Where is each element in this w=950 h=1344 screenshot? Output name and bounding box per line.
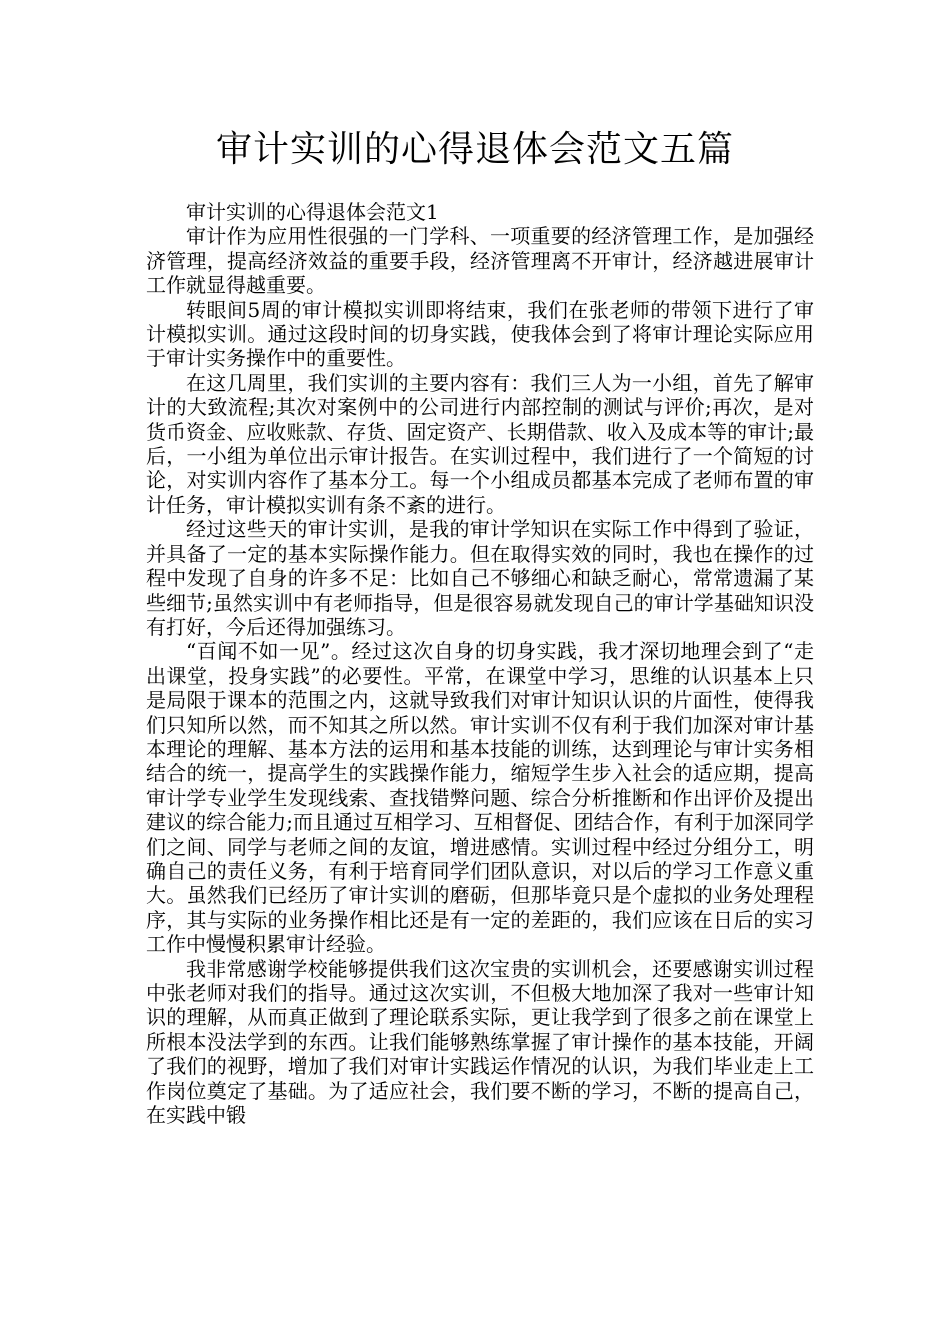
body-paragraph: “百闻不如一见”。经过这次自身的切身实践，我才深切地理会到了“走出课堂，投身实践”的必要性。平常，在课堂中学习，思维的认识基本上只是局限于课本的范围之内，这就导致我们对审计知识认识的片面性，使得我们只知所以然，而不知其之所以然。审计实训不仅有利于我们加深对审计基本理论的理解、基本方法的运用和基本技能的训练，达到理论与审计实务相结合的统一，提高学生的实践操作能力，缩短学生步入社会的适应期，提高审计学专业学生发现线索、查找错弊问题、综合分析推断和作出评价及提出建议的综合能力;而且通过互相学习、互相督促、团结合作，有利于加深同学们之间、同学与老师之间的友谊，增进感情。实训过程中经过分组分工，明确自己的责任义务，有利于培育同学们团队意识，对以后的学习工作意义重大。虽然我们已经历了审计实训的磨砺，但那毕竟只是个虚拟的业务处理程序，其与实际的业务操作相比还是有一定的差距的，我们应该在日后的实习工作中慢慢积累审计经验。 [146,639,814,957]
body-paragraph: 我非常感谢学校能够提供我们这次宝贵的实训机会，还要感谢实训过程中张老师对我们的指导。通过这次实训，不但极大地加深了我对一些审计知识的理解，从而真正做到了理论联系实际，更让我学到了很多之前在课堂上所根本没法学到的东西。让我们能够熟练掌握了审计操作的基本技能，开阔了我们的视野，增加了我们对审计实践运作情况的认识，为我们毕业走上工作岗位奠定了基础。为了适应社会，我们要不断的学习，不断的提高自己，在实践中锻 [146,956,814,1128]
document-body [146,200,814,1127]
body-paragraph: 审计作为应用性很强的一门学科、一项重要的经济管理工作，是加强经济管理，提高经济效益的重要手段，经济管理离不开审计，经济越进展审计工作就显得越重要。 [146,224,814,298]
section-heading: 审计实训的心得退体会范文1 [186,200,439,224]
document-title: 审计实训的心得退体会范文五篇 [215,129,734,170]
body-paragraph: 在这几周里，我们实训的主要内容有：我们三人为一小组，首先了解审计的大致流程;其次对案例中的公司进行内部控制的测试与评价;再次，是对货币资金、应收账款、存货、固定资产、长期借款、收入及成本等的审计;最后，一小组为单位出示审计报告。在实训过程中，我们进行了一个简短的讨论，对实训内容作了基本分工。每一个小组成员都基本完成了老师布置的审计任务，审计模拟实训有条不紊的进行。 [146,370,814,517]
body-paragraph: 转眼间5周的审计模拟实训即将结束，我们在张老师的带领下进行了审计模拟实训。通过这段时间的切身实践，使我体会到了将审计理论实际应用于审计实务操作中的重要性。 [146,297,814,371]
body-paragraph: 经过这些天的审计实训，是我的审计学知识在实际工作中得到了验证，并具备了一定的基本实际操作能力。但在取得实效的同时，我也在操作的过程中发现了自身的许多不足：比如自己不够细心和缺乏耐心，常常遗漏了某些细节;虽然实训中有老师指导，但是很容易就发现自己的审计学基础知识没有打好，今后还得加强练习。 [146,517,814,639]
